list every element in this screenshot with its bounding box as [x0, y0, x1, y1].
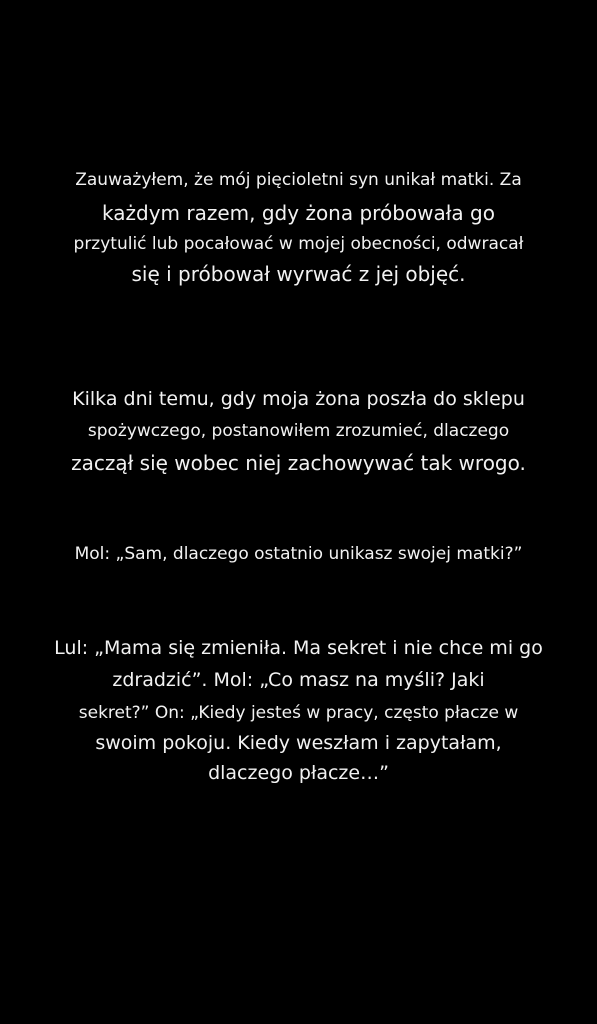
story-line: się i próbował wyrwać z jej objęć.	[131, 262, 466, 286]
story-line: każdym razem, gdy żona próbowała go	[102, 201, 495, 225]
story-line: Mol: „Sam, dlaczego ostatnio unikasz swojej matki?”	[74, 544, 523, 564]
story-line: dlaczego płacze…”	[208, 762, 389, 784]
story-line: swoim pokoju. Kiedy weszłam i zapytałam,	[95, 732, 502, 754]
story-line: Zauważyłem, że mój pięcioletni syn unikał matki. Za	[75, 170, 522, 190]
story-line: Lul: „Mama się zmieniła. Ma sekret i nie chce mi go	[54, 637, 543, 659]
story-line: sekret?” On: „Kiedy jesteś w pracy, często płacze w	[78, 703, 519, 723]
story-line: przytulić lub pocałować w mojej obecności, odwracał	[73, 234, 524, 254]
story-line: zaczął się wobec niej zachowywać tak wrogo.	[71, 451, 526, 475]
story-line: Kilka dni temu, gdy moja żona poszła do sklepu	[72, 388, 525, 410]
story-line: zdradzić”. Mol: „Co masz na myśli? Jaki	[112, 669, 485, 691]
story-line: spożywczego, postanowiłem zrozumieć, dlaczego	[87, 421, 510, 441]
